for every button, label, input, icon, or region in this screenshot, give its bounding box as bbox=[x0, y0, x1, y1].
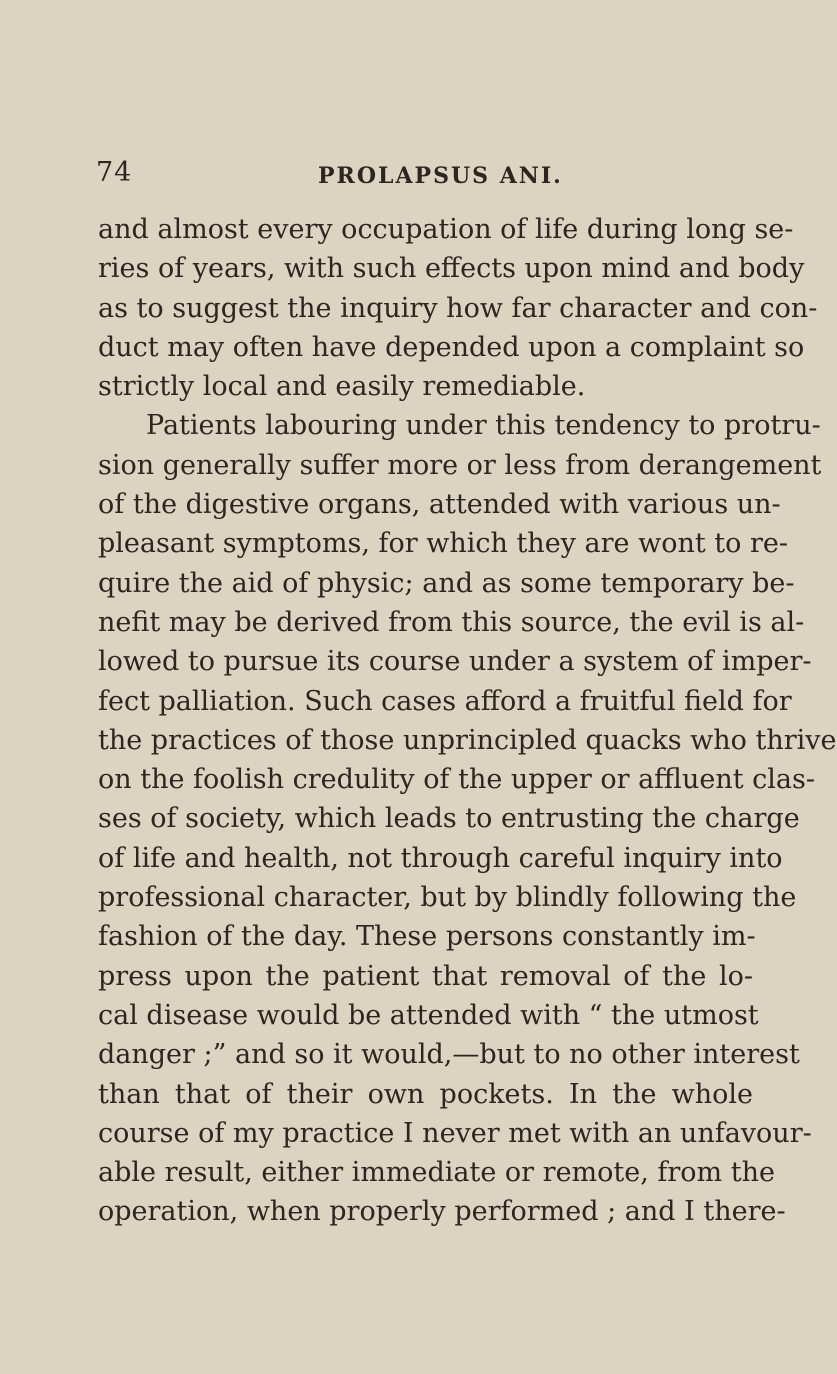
text-line: pleasant symptoms, for which they are wont to re- bbox=[98, 528, 788, 560]
text-line: cal disease would be attended with “ the utmost bbox=[98, 999, 759, 1031]
text-line: danger ;” and so it would,—but to no other interest bbox=[98, 1039, 800, 1071]
text-line: lowed to pursue its course under a system of imper- bbox=[98, 646, 812, 678]
text-line: the practices of those unprincipled quacks who thrive bbox=[98, 724, 837, 756]
page-number: 74 bbox=[96, 157, 133, 188]
body-text bbox=[98, 210, 837, 1232]
text-line: as to suggest the inquiry how far character and con- bbox=[98, 292, 818, 324]
text-line: quire the aid of physic; and as some temporary be- bbox=[98, 567, 795, 599]
text-line: fashion of the day. These persons constantly im- bbox=[98, 921, 756, 953]
text-line: press upon the patient that removal of the lo- bbox=[98, 960, 753, 992]
text-line: fect palliation. Such cases afford a fruitful field for bbox=[98, 685, 792, 717]
text-line: ries of years, with such effects upon mind and body bbox=[98, 253, 805, 285]
text-line: than that of their own pockets. In the whole bbox=[98, 1078, 753, 1110]
text-line: nefit may be derived from this source, the evil is al- bbox=[98, 606, 805, 638]
text-line: ses of society, which leads to entrusting the charge bbox=[98, 803, 800, 835]
running-head: PROLAPSUS ANI. bbox=[318, 163, 563, 189]
text-line: sion generally suffer more or less from derangement bbox=[98, 449, 822, 481]
text-line: on the foolish credulity of the upper or affluent clas- bbox=[98, 764, 816, 796]
text-line: operation, when properly performed ; and I there- bbox=[98, 1196, 786, 1228]
text-line: of life and health, not through careful inquiry into bbox=[98, 842, 783, 874]
text-line: professional character, but by blindly following the bbox=[98, 882, 797, 914]
text-line: strictly local and easily remediable. bbox=[98, 371, 586, 403]
text-line: and almost every occupation of life during long se- bbox=[98, 214, 794, 245]
text-line: duct may often have depended upon a complaint so bbox=[98, 331, 805, 363]
text-line: able result, either immediate or remote, from the bbox=[98, 1157, 775, 1189]
text-line: of the digestive organs, attended with various un- bbox=[98, 489, 781, 521]
text-line: course of my practice I never met with an unfavour- bbox=[98, 1117, 812, 1149]
text-line: Patients labouring under this tendency to protru- bbox=[146, 410, 821, 442]
